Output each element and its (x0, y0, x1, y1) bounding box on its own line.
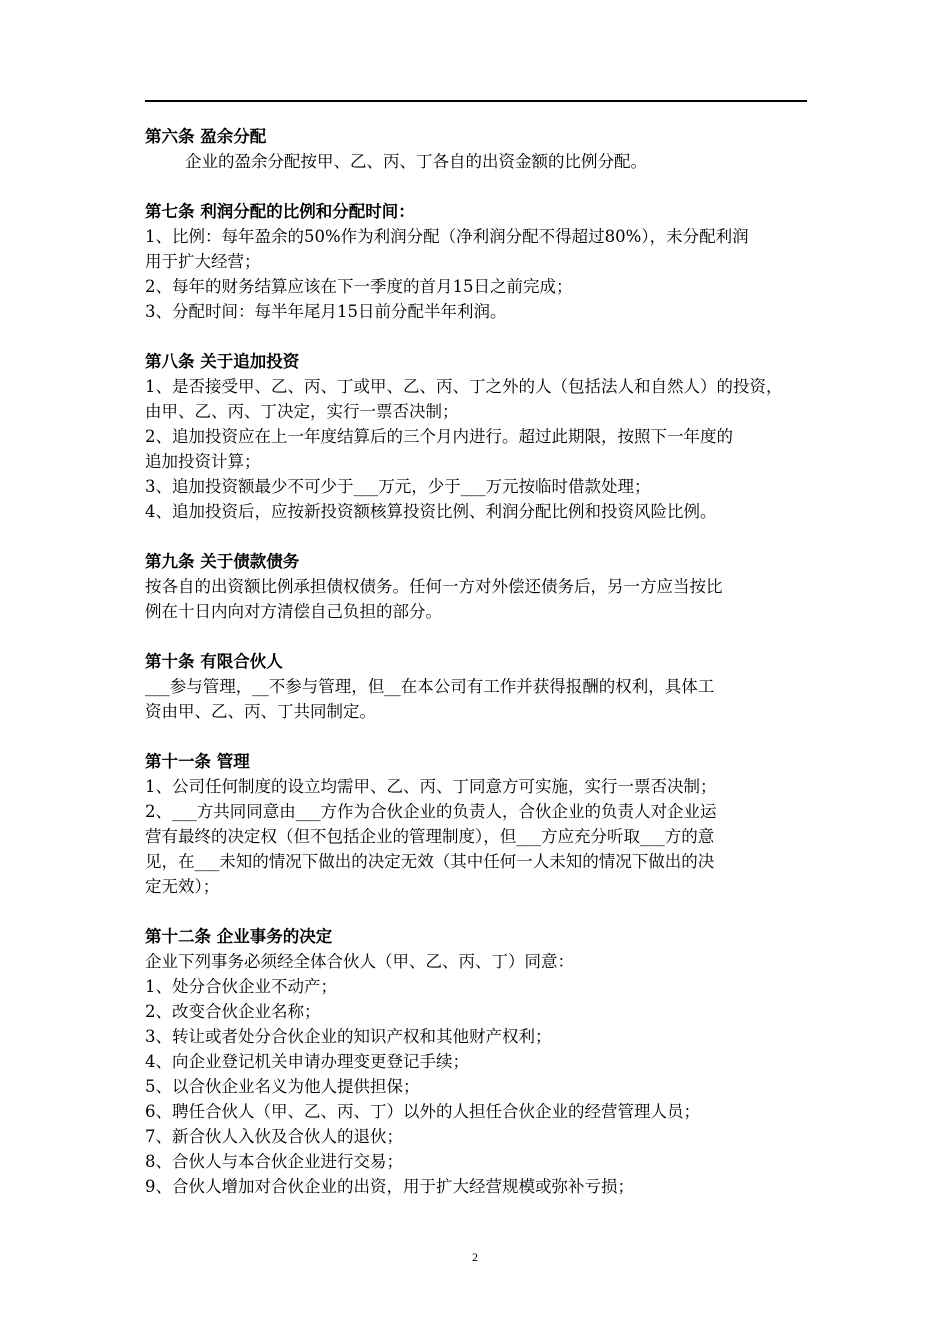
section-heading: 第十一条 管理 (145, 752, 250, 771)
section-8 (145, 349, 807, 524)
list-item: 7、新合伙人入伙及合伙人的退伙； (145, 1127, 403, 1146)
paragraph-line: 例在十日内向对方清偿自己负担的部分。 (145, 602, 442, 621)
list-item: 8、合伙人与本合伙企业进行交易； (145, 1152, 403, 1171)
list-item: 2、改变合伙企业名称； (145, 1002, 321, 1021)
list-item: 4、向企业登记机关申请办理变更登记手续； (145, 1052, 469, 1071)
paragraph-line: 营有最终的决定权（但不包括企业的管理制度），但___方应充分听取___方的意 (145, 827, 715, 846)
paragraph-line: 企业下列事务必须经全体合伙人（甲、乙、丙、丁）同意： (145, 952, 574, 971)
section-6 (145, 124, 807, 174)
paragraph-line: 用于扩大经营； (145, 252, 261, 271)
paragraph-line: 1、公司任何制度的设立均需甲、乙、丙、丁同意方可实施，实行一票否决制； (145, 777, 717, 796)
paragraph-line: 按各自的出资额比例承担债权债务。任何一方对外偿还债务后，另一方应当按比 (145, 577, 723, 596)
list-item: 1、处分合伙企业不动产； (145, 977, 337, 996)
document-body (145, 124, 807, 1224)
list-item: 6、聘任合伙人（甲、乙、丙、丁）以外的人担任合伙企业的经营管理人员； (145, 1102, 700, 1121)
section-heading: 第七条 利润分配的比例和分配时间： (145, 202, 415, 221)
paragraph-line: 2、每年的财务结算应该在下一季度的首月15日之前完成； (145, 277, 573, 296)
paragraph-line: 4、追加投资后，应按新投资额核算投资比例、利润分配比例和投资风险比例。 (145, 502, 717, 521)
section-heading: 第十条 有限合伙人 (145, 652, 283, 671)
section-10 (145, 649, 807, 724)
paragraph-line: 2、追加投资应在上一年度结算后的三个月内进行。超过此期限，按照下一年度的 (145, 427, 733, 446)
list-item: 5、以合伙企业名义为他人提供担保； (145, 1077, 420, 1096)
section-heading: 第九条 关于债款债务 (145, 552, 300, 571)
section-heading: 第六条 盈余分配 (145, 127, 267, 146)
paragraph-line: 3、分配时间：每半年尾月15日前分配半年利润。 (145, 302, 507, 321)
paragraph-line: 2、___方共同同意由___方作为合伙企业的负责人，合伙企业的负责人对企业运 (145, 802, 717, 821)
paragraph-line: 见，在___未知的情况下做出的决定无效（其中任何一人未知的情况下做出的决 (145, 852, 715, 871)
section-11 (145, 749, 807, 899)
section-12 (145, 924, 807, 1199)
paragraph-line: ___参与管理，__不参与管理，但__在本公司有工作并获得报酬的权利，具体工 (145, 677, 715, 696)
section-9 (145, 549, 807, 624)
header-rule (145, 100, 807, 102)
list-item: 3、转让或者处分合伙企业的知识产权和其他财产权利； (145, 1027, 552, 1046)
paragraph-line: 资由甲、乙、丙、丁共同制定。 (145, 702, 376, 721)
paragraph-line: 1、是否接受甲、乙、丙、丁或甲、乙、丙、丁之外的人（包括法人和自然人）的投资， (145, 377, 783, 396)
paragraph-line: 定无效）； (145, 877, 220, 896)
list-item: 9、合伙人增加对合伙企业的出资，用于扩大经营规模或弥补亏损； (145, 1177, 634, 1196)
paragraph-line: 1、比例：每年盈余的50%作为利润分配（净利润分配不得超过80%），未分配利润 (145, 227, 749, 246)
section-heading: 第十二条 企业事务的决定 (145, 927, 333, 946)
page-number: 2 (472, 1250, 478, 1264)
paragraph-line: 由甲、乙、丙、丁决定，实行一票否决制； (145, 402, 459, 421)
paragraph-line: 企业的盈余分配按甲、乙、丙、丁各自的出资金额的比例分配。 (185, 152, 647, 171)
paragraph-line: 3、追加投资额最少不可少于___万元，少于___万元按临时借款处理； (145, 477, 651, 496)
paragraph-line: 追加投资计算； (145, 452, 261, 471)
section-heading: 第八条 关于追加投资 (145, 352, 300, 371)
section-7 (145, 199, 807, 324)
